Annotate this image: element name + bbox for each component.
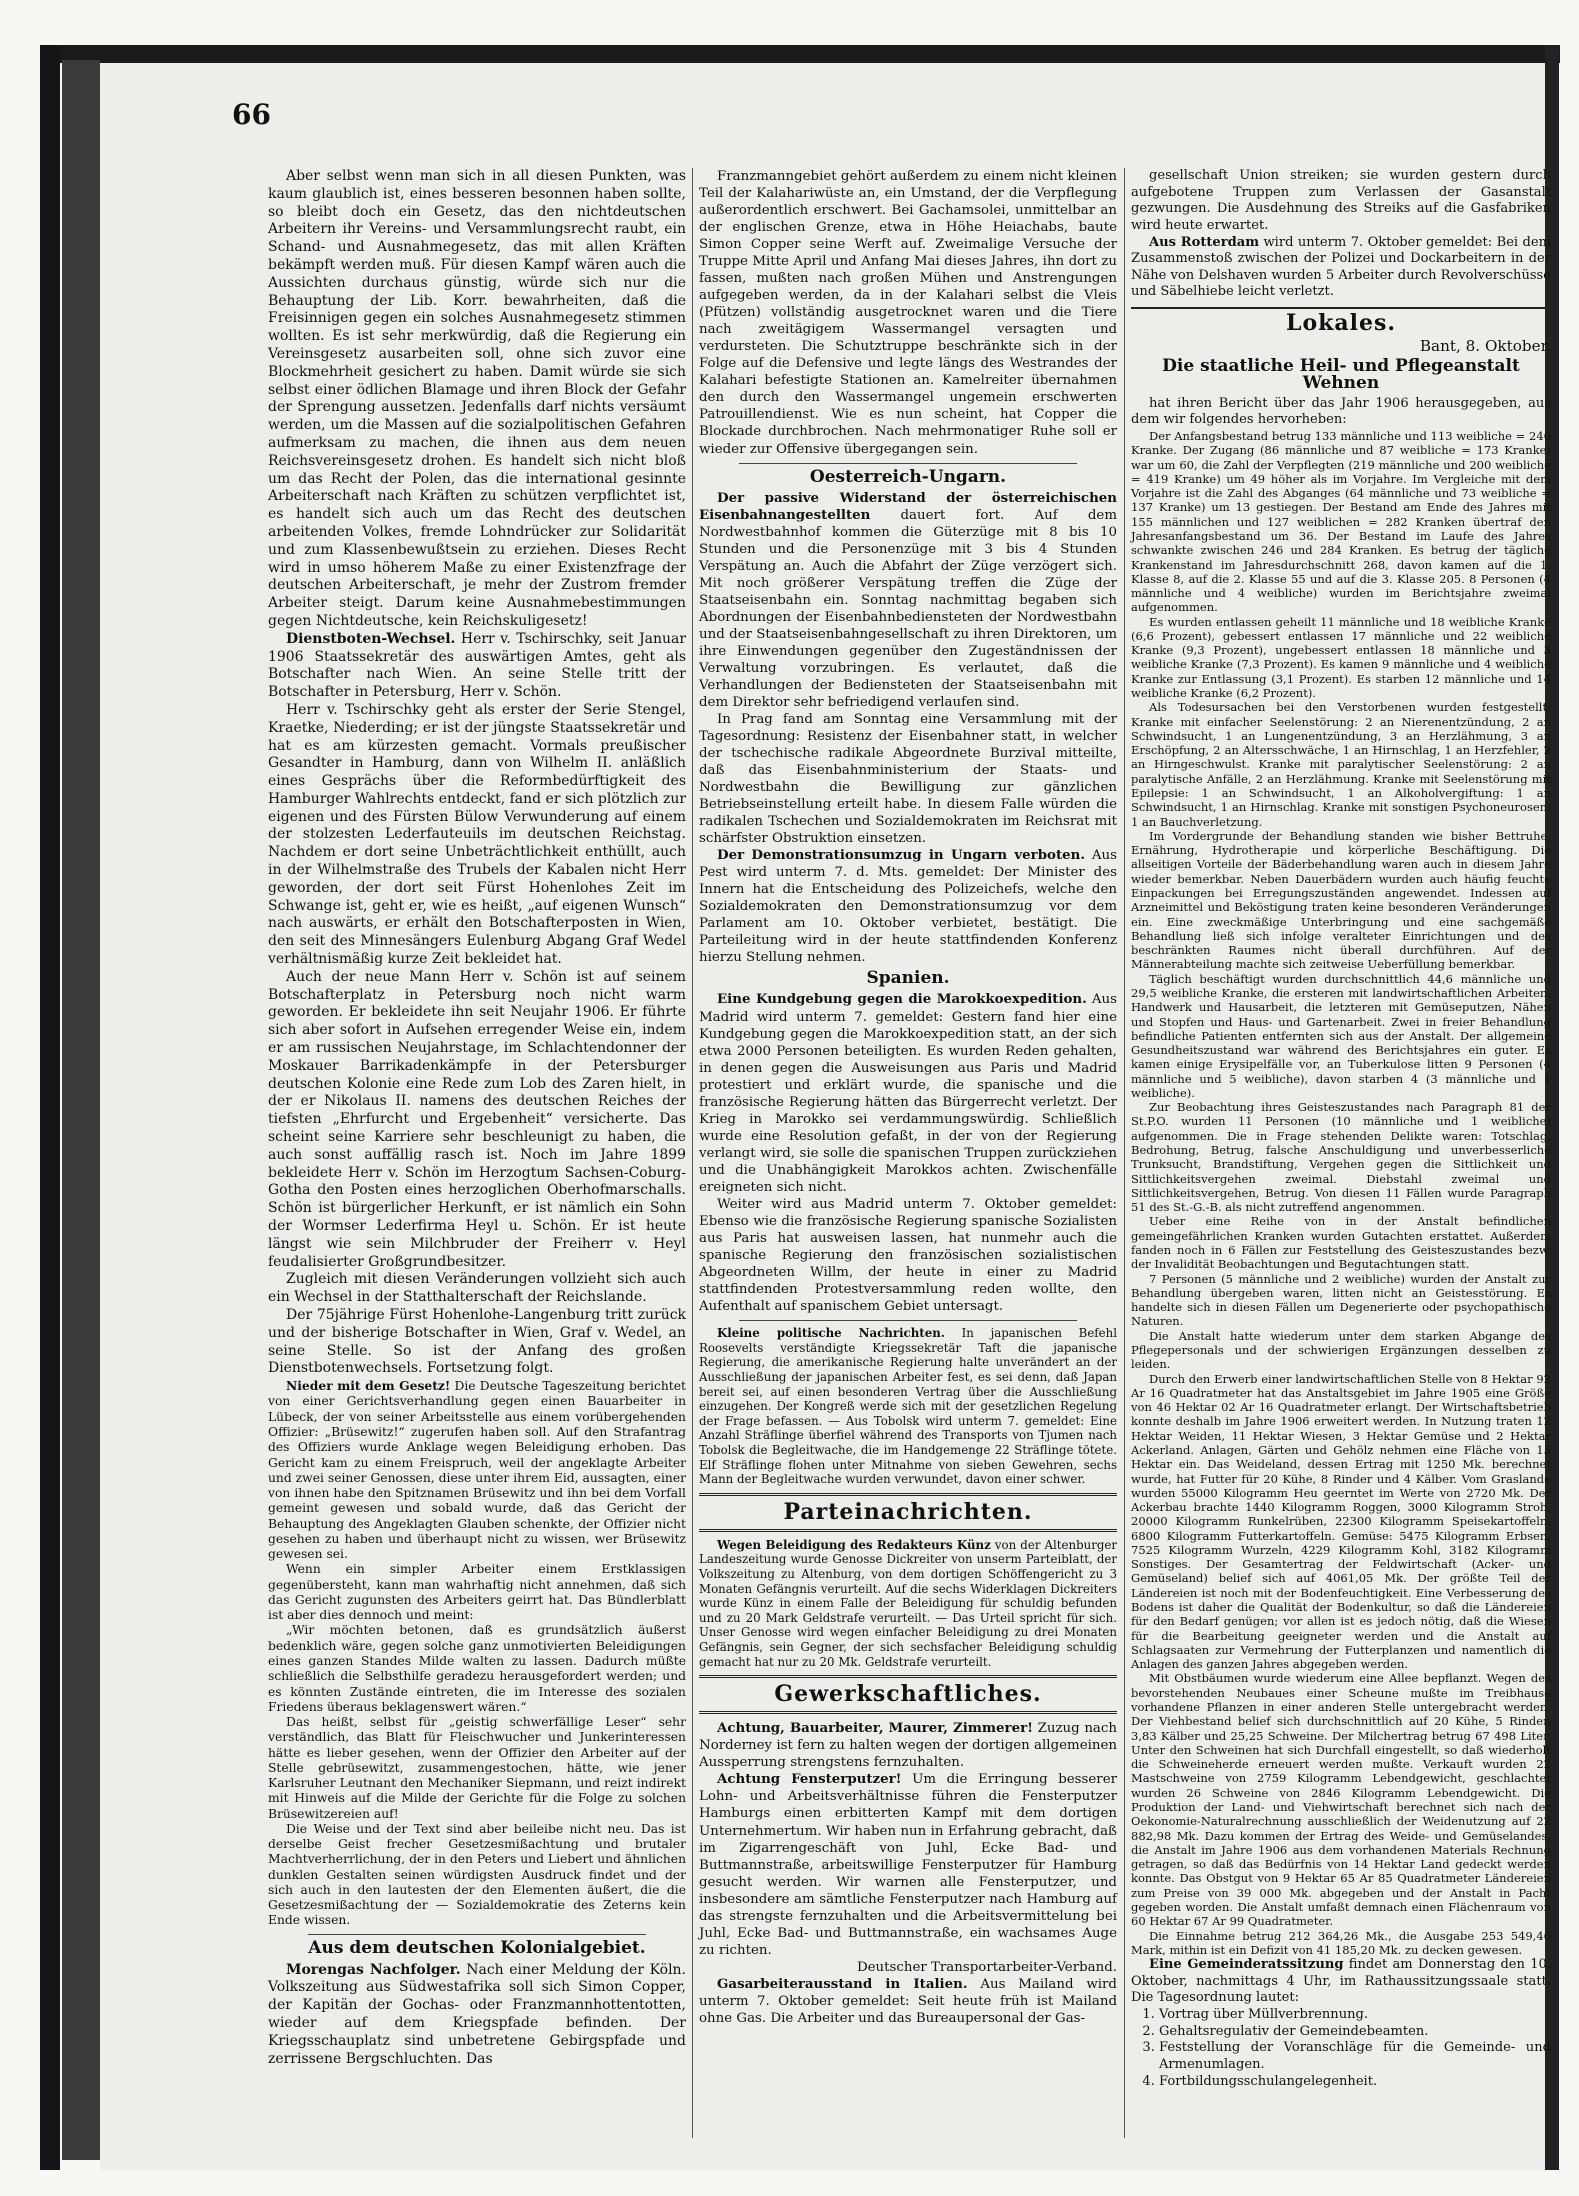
- section-heading: Parteinachrichten.: [783, 1498, 1033, 1525]
- paragraph: [699, 847, 1117, 966]
- article-heading: Nieder mit dem Gesetz!: [286, 1378, 451, 1394]
- paragraph: Die Anstalt hatte wiederum unter dem starken Abgange des Pflegepersonals und der schwierigen Ergänzungen desselben zu leiden.: [1131, 1328, 1551, 1372]
- paragraph: [699, 1720, 1117, 1771]
- article-heading: Wegen Beleidigung des Redakteurs Künz: [717, 1537, 991, 1552]
- scan-top-edge: [40, 45, 1560, 63]
- column-3: [1131, 168, 1551, 2090]
- divider: [308, 1934, 646, 1935]
- article-heading: Dienstboten-Wechsel.: [286, 630, 456, 647]
- paragraph-text: findet am Donnerstag den 10. Oktober, nachmittags 4 Uhr, im Rathaussitzungssaale statt. Die Tagesordnung lautet:: [1131, 1957, 1551, 2006]
- binding-shadow: [62, 60, 100, 2160]
- paragraph: Mit Obstbäumen wurde wiederum eine Allee bepflanzt. Wegen des bevorstehenden Neubaues einer Scheune mußte im Treibhause vorhandene Pflanzen in einer anderen Stelle untergebracht werden. Der Viehbestand belief sich durchschnittlich auf 20 Kühe, 5 Rinder, 3,83 Kälber und 25,25 Schweine. Der Milchertrag betrug 67 498 Liter. Unter den Schweinen hat sich Durchfall eingestellt, so daß wiederholt die Schweineherde erneuert werden mußte. Verkauft wurden 22 Mastschweine von 2759 Kilogramm Lebendgewicht, geschlachtet wurden 26 Schweine von 2846 Kilogramm Lebendgewicht. Die Produktion der Land- und Viehwirtschaft berechnet sich nach der Oekonomie-Naturalrechnung ausschließlich der Weidenutzung auf 22 882,98 Mk. Dazu kommen der Ertrag des Weide- und Gemüselandes, die Anstalt im Jahre 1906 aus dem vorhandenen Materials Rechnung getragen, so daß das Bedürfnis von 14 Hektar Land gedeckt werden konnte. Das Obstgut von 9 Hektar 65 Ar 85 Quadratmeter Ländereien zum Preise von 39 000 Mk. abgegeben und der Anstalt in Pacht gegeben worden. Die Anstalt umfaßt demnach einen Flächenraum von 60 Hektar 67 Ar 99 Quadratmeter.: [1131, 1671, 1551, 1929]
- paragraph: Herr v. Tschirschky geht als erster der Serie Stengel, Kraetke, Niederding; er ist der jüngste Staatssekretär und hat es am kürzesten gemacht. Vormals preußischer Gesandter in Hamburg, dann von Wilhelm II. anläßlich eines Gesprächs über die Reformbedürftigkeit des Hamburger Wahlrechts entdeckt, fand er sich plötzlich zur eigenen und des Fürsten Bülow Verwunderung auf einem der stolzesten Lederfauteuils im deutschen Reichstag. Nachdem er dort seine Unbeträchtlichkeit enthüllt, auch in der Wilhelmstraße des Trubels der Kabalen nicht Herr geworden, der dort seit Fürst Hohenlohes Zeit im Schwange ist, geht er, wie es heißt, „auf eigenen Wunsch“ nach auswärts, er erhält den Botschafterposten in Wien, den seit des Minnesängers Eulenburg Abgang Graf Wedel verhältnismäßig kurze Zeit bekleidet hat.: [268, 701, 686, 968]
- column-rule-1: [692, 168, 693, 2138]
- paragraph: Wenn ein simpler Arbeiter einem Erstklassigen gegenübersteht, kann man wahrhaftig nicht annehmen, daß sich das Gericht zugunsten des Arbeiters geirrt hat. Das Bündlerblatt ist aber dies dennoch und meint:: [268, 1562, 686, 1623]
- paragraph: „Wir möchten betonen, daß es grundsätzlich äußerst bedenklich wäre, gegen solche ganz unmotivierten Beleidigungen eines ganzen Standes Milde walten zu lassen. Dadurch müßte schließlich die Selbsthilfe geradezu herausgefordert werden; und es könnten Zustände eintreten, die im Interesse des sozialen Friedens überaus beklagenswert wären.“: [268, 1623, 686, 1714]
- divider: [739, 1320, 1077, 1321]
- section-box: [699, 1675, 1117, 1714]
- paragraph: Aber selbst wenn man sich in all diesen Punkten, was kaum glaublich ist, eines besseren besonnen haben sollte, so bleibt doch ein Gesetz, das den nichtdeutschen Arbeitern ihr Vereins- und Versammlungsrecht raubt, ein Schand- und Ausnahmegesetz, das mit allen Kräften bekämpft werden muß. Für diesen Kampf wären auch die Aussichten durchaus günstig, würde sich nur die Behauptung der Lib. Korr. bewahrheiten, daß die Freisinnigen gegen ein solches Ausnahmegesetz stimmen wollten. Es ist sehr merkwürdig, daß die Regierung ein Vereinsgesetz ausarbeiten soll, ohne sich zuvor eine Blockmehrheit gesichert zu haben. Damit würde sie sich selbst einer ödlichen Blamage und ihren Block der Gefahr der Sprengung aussetzen. Jedenfalls darf nichts versäumt werden, um die Massen auf die sozialpolitischen Gefahren aufmerksam zu machen, die ihnen aus dem neuen Reichsvereinsgesetz drohen. Es handelt sich nicht bloß um das Recht der Polen, das die international gesinnte Arbeiterschaft nach Kräften zu schützen verpflichtet ist, es handelt sich auch um das Recht des deutschen arbeitenden Volkes, fremde Lohndrücker zur Solidarität und zum Klassenbewußtsein zu erziehen. Dieses Recht wird in umso höherem Maße zu einer Existenzfrage der deutschen Arbeiterschaft, je mehr der Zustrom fremder Arbeiter steigt. Darum keine Ausnahmebestimmungen gegen Nichtdeutsche, kein Reichskuligesetz!: [268, 168, 686, 629]
- paragraph: Die Einnahme betrug 212 364,26 Mk., die Ausgabe 253 549,46 Mark, mithin ist ein Defizit von 41 185,20 Mk. zu decken gewesen.: [1131, 1928, 1551, 1957]
- paragraph: [268, 631, 686, 702]
- paragraph: gesellschaft Union streiken; sie wurden gestern durch aufgebotene Truppen zum Verlassen der Gasanstalt gezwungen. Die Ausdehnung des Streiks auf die Gasfabriken wird heute erwartet.: [1131, 168, 1551, 233]
- section-heading: Spanien.: [866, 968, 950, 989]
- paragraph-text: Aus Pest wird unterm 7. d. Mts. gemeldet: Der Minister des Innern hat die Entscheidung des Polizeichefs, welche den Sozialdemokraten den Demonstrationsumzug vor dem Parlament am 10. Oktober verbietet, bestätigt. Die Parteileitung wird in der heute stattfindenden Konferenz hierzu Stellung nehmen.: [699, 848, 1118, 966]
- paragraph: Durch den Erwerb einer landwirtschaftlichen Stelle von 8 Hektar 92 Ar 16 Quadratmeter hat das Anstaltsgebiet im Jahre 1905 eine Größe von 46 Hektar 02 Ar 16 Quadratmeter erlangt. Der Wirtschaftsbetrieb konnte deshalb im Jahre 1906 erweitert werden. In Nutzung traten 12 Hektar Weiden, 11 Hektar Wiesen, 3 Hektar Gemüse und 2 Hektar Ackerland. Anlagen, Gärten und Gehölz nehmen eine Fläche von 15 Hektar ein. Das Weideland, dessen Ertrag mit 1250 Mk. berechnet wurde, hat Futter für 20 Kühe, 8 Rinder und 4 Kälber. Vom Graslande wurden 55000 Kilogramm Heu geerntet im Werte von 2720 Mk. Der Ackerbau brachte 1440 Kilogramm Roggen, 3000 Kilogramm Stroh, 20000 Kilogramm Runkelrüben, 22300 Kilogramm Speisekartoffeln, 6800 Kilogramm Futterkartoffeln. Gemüse: 5475 Kilogramm Erbsen, 7525 Kilogramm Wurzeln, 4229 Kilogramm Kohl, 3182 Kilogramm Sonstiges. Der Gesamtertrag der Feldwirtschaft (Acker- und Gemüseland) belief sich auf 4061,05 Mk. Der größte Teil der Ländereien ist noch mit der Bodenfeuchtigkeit. Eine Verbesserung des Bodens ist daher die Qualität der Bodenkultur, so daß die Ländereien für den Bedarf genügen; vor allen ist es jedoch nötig, daß die Wiesen für die Bearbeitung geeigneter werden und die Anstalt auf Schlagsaaten zur Vermehrung der Futterplanzen und namentlich die Anlagen des ganzen Jahres abgegeben werden.: [1131, 1371, 1551, 1672]
- paragraph: [1131, 1957, 1551, 2007]
- article-heading: Der Demonstrationsumzug in Ungarn verboten.: [717, 847, 1085, 864]
- list-item: 2. Gehaltsregulativ der Gemeindebeamten.: [1159, 2024, 1551, 2041]
- article-heading: Achtung, Bauarbeiter, Maurer, Zimmerer!: [717, 1720, 1033, 1737]
- divider: [1131, 307, 1551, 309]
- article-heading: Eine Kundgebung gegen die Marokkoexpedition.: [717, 991, 1087, 1008]
- paragraph: Weiter wird aus Madrid unterm 7. Oktober gemeldet: Ebenso wie die französische Regierung spanische Sozialisten aus Paris hat ausweisen lassen, hat nunmehr auch die spanische Regierung den französischen sozialistischen Abgeordneten Willm, der heute in einer zu Madrid stattfindenden Protestversammlung reden wollte, den Aufenthalt auf spanischem Gebiet untersagt.: [699, 1196, 1117, 1315]
- paragraph: Die Weise und der Text sind aber beileibe nicht neu. Das ist derselbe Geist frecher Gesetzesmißachtung und brutaler Machtverherrlichung, der in den Peters und Liebert und ähnlichen dunklen Gestalten seinen würdigsten Ausdruck findet und der sich auch in den lautesten der den Elementen äußert, die die Gesetzesmißachtung der — Sozialdemokratie des Zeterns kein Ende wissen.: [268, 1821, 686, 1928]
- paragraph: hat ihren Bericht über das Jahr 1906 herausgegeben, aus dem wir folgendes hervorheben:: [1131, 395, 1551, 428]
- paragraph: Als Todesursachen bei den Verstorbenen wurden festgestellt: Kranke mit einfacher Seelenstörung: 2 an Nierenentzündung, 2 an Schwindsucht, 1 an Lungenentzündung, 3 an Herzlähmung, 3 an Erschöpfung, 2 an Altersschwäche, 1 an Hirnschlag, 1 an Herzfehler, 2 an Hirngeschwulst. Kranke mit paralytischer Seelenstörung: 2 an paralytische Anfälle, 2 an Herzlähmung. Kranke mit Seelenstörung mit Epilepsie: 1 an Schwindsucht, 1 an Alkoholvergiftung: 1 an Schwindsucht, 1 an Hirnschlag. Kranke mit sonstigen Psychoneurosen: 1 an Bauchverletzung.: [1131, 700, 1551, 829]
- column-2: [699, 168, 1117, 2027]
- signature: Deutscher Transportarbeiter-Verband.: [856, 1959, 1117, 1975]
- column-1: [268, 168, 686, 2068]
- paragraph: Zugleich mit diesen Veränderungen vollzieht sich auch ein Wechsel in der Statthalterschaft der Reichslande.: [268, 1271, 686, 1306]
- paragraph: Täglich beschäftigt wurden durchschnittlich 44,6 männliche und 29,5 weibliche Kranke, die ersteren mit landwirtschaftlichen Arbeiten, Handwerk und Hausarbeit, die letzteren mit Gemüseputzen, Nähen und Stopfen und Haus- und Gartenarbeit. Zwei in freier Behandlung befindliche Patienten entfernten sich aus der Anstalt. Der allgemeine Gesundheitszustand war während des Berichtsjahres ein guter. Es kamen einige Erysipelfälle vor, an Tuberkulose litten 9 Personen (4 männliche und 5 weibliche), davon starben 4 (3 männliche und 1 weibliche).: [1131, 971, 1551, 1100]
- paragraph-text: Zuzug nach Norderney ist fern zu halten wegen der dortigen allgemeinen Aussperrung strengstens fernzuhalten.: [699, 1721, 1117, 1771]
- section-heading: Oesterreich-Ungarn.: [809, 466, 1007, 487]
- paragraph-text: Aus Madrid wird unterm 7. gemeldet: Gestern fand hier eine Kundgebung gegen die Marokkoexpedition statt, an der sich etwa 2000 Personen beteiligten. Es wurden Reden gehalten, in denen gegen die Ausweisungen aus Paris und Madrid protestiert und erklärt wurde, die spanische und die französische Regierung hätten das Bürgerrecht verletzt. Der Krieg in Marokko sei verdammungswürdig. Schließlich wurde eine Resolution gefaßt, in der von der Regierung verlangt wird, sie solle die spanischen Truppen zurückziehen und die Unabhängigkeit Marokkos achten. Zwischenfälle ereigneten sich nicht.: [699, 992, 1117, 1195]
- paragraph: [699, 991, 1117, 1195]
- paragraph: Auch der neue Mann Herr v. Schön ist auf seinem Botschafterplatz in Petersburg noch nicht warm geworden. Er bekleidete ihn seit Neujahr 1906. Er führte sich aber sofort in Aufsehen erregender Weise ein, indem er am russischen Neujahrstage, im Schlachtendonner der Moskauer Barrikadenkämpfe in der Petersburger deutschen Kolonie eine Rede zum Lob des Zaren hielt, in der er Nikolaus II. namens des deutschen Reiches der tiefsten „Ehrfurcht und Ergebenheit“ versicherte. Das scheint seine Karriere sehr beschleunigt zu haben, die auch sonst auffällig rasch ist. Noch im Jahre 1899 bekleidete Herr v. Schön im Herzogtum Sachsen-Coburg-Gotha den Posten eines herzoglichen Oberhofmarschalls. Schön ist bürgerlicher Herkunft, er ist nämlich ein Sohn der Wormser Lederfirma Heyl u. Schön. Er ist heute längst wie sein Milchbruder der Freiherr v. Heyl feudalisierter Großgrundbesitzer.: [268, 968, 686, 1270]
- column-rule-2: [1124, 168, 1125, 2138]
- page-number: 66: [232, 98, 271, 131]
- paragraph: [699, 1326, 1117, 1487]
- binding-edge: [40, 45, 60, 2170]
- paragraph: [699, 1538, 1117, 1669]
- paragraph: 7 Personen (5 männliche und 2 weibliche) wurden der Anstalt zur Behandlung übergeben waren, litten nicht an Geistesstörung. Es handelte sich in diesen Fällen um Degenerierte oder psychopathische Naturen.: [1131, 1271, 1551, 1329]
- paragraph: Franzmanngebiet gehört außerdem zu einem nicht kleinen Teil der Kalahariwüste an, ein Umstand, der die Verpflegung außerordentlich erschwert. Bei Gachamsolei, unmittelbar an der englischen Grenze, etwa in Höhe Heiachabs, baute Simon Copper seine Werft auf. Zweimalige Versuche der Truppe Mitte April und Anfang Mai dieses Jahres, ihn dort zu fassen, mußten nach großen Mühen und Anstrengungen aufgegeben werden, da in der Kalahari selbst die Vleis (Pfützen) vollständig ausgetrocknet waren und die Tiere nach zweitägigem Wassermangel versagten und verdursteten. Die Schutztruppe beschränkte sich in der Folge auf die Defensive und legte längs des Westrandes der Kalahari befestigte Stationen an. Kamelreiter übernahmen den durch den Wassermangel ungemein erschwerten Patrouillendienst. Wie es nun scheint, hat Copper die Blockade durchbrochen. Nach mehrmonatiger Ruhe soll er wieder zur Offensive übergegangen sein.: [699, 169, 1117, 457]
- paragraph-text: Nach einer Meldung der Köln. Volkszeitung aus Südwestafrika soll sich Simon Copper, der Kapitän der Gochas- oder Franzmannhottentotten, wieder auf dem Kriegspfade befinden. Der Kriegsschauplatz sind unbetretene Gebirgspfade und zerrissene Bergschluchten. Das: [268, 1961, 686, 2067]
- article-heading: Kleine politische Nachrichten.: [717, 1326, 945, 1341]
- paragraph: [699, 1771, 1117, 1958]
- paragraph-text: In japanischen Befehl Roosevelts verständigte Kriegssekretär Taft die japanische Regierung, die amerikanische Regierung halte unverändert an der Ausschließung der japanischen Arbeiter fest, es sei denn, daß Japan bereit sei, auf einen besonderen Vertrag über die Ausschließung einzugehen. Der Kongreß werde sich mit der gesetzlichen Regelung der Frage befassen. — Aus Tobolsk wird unterm 7. gemeldet: Eine Anzahl Sträflinge überfiel während des Transports von Tjumen nach Tobolsk die Begleitwache, die im Handgemenge 22 Sträflinge tötete. Elf Sträflinge flohen unter Mitnahme von sieben Gewehren, sechs Mann der Begleitwache wurden verwundet, davon einer schwer.: [699, 1326, 1117, 1487]
- section-heading: Lokales.: [1285, 310, 1397, 337]
- article-heading: Eine Gemeinderatssitzung: [1149, 1957, 1344, 1973]
- paragraph: Es wurden entlassen geheilt 11 männliche und 18 weibliche Kranke (6,6 Prozent), gebessert entlassen 17 männliche und 22 weibliche Kranke (9,3 Prozent), ungebessert entlassen 18 männliche und 3 weibliche Kranke (7,3 Prozent). Es kamen 9 männliche und 4 weibliche Kranke zur Entlassung (3,1 Prozent). Es starben 12 männliche und 14 weibliche Kranke (6,2 Prozent).: [1131, 614, 1551, 701]
- paragraph-text: Um die Erringung besserer Lohn- und Arbeitsverhältnisse führen die Fensterputzer Hamburgs einen erbitterten Kampf mit dem dortigen Unternehmertum. Wir haben nun in Erfahrung gebracht, daß im Zigarrengeschäft von Juhl, Ecke Bad- und Buttmannstraße, arbeitswillige Fensterputzer für Hamburg gesucht werden. Wir warnen alle Fensterputzer, und insbesondere am sämtliche Fensterputzer nach Hamburg auf das strengste fernzuhalten und die Arbeitsvermittelung bei Juhl, Ecke Bad- und Buttmannstraße, ein wachsames Auge zu richten.: [699, 1772, 1117, 1958]
- agenda-list: [1131, 2007, 1551, 2090]
- paragraph: Der 75jährige Fürst Hohenlohe-Langenburg tritt zurück und der bisherige Botschafter in Wien, Graf v. Wedel, an seine Stelle. So ist der Anfang des großen Dienstbotenwechsels. Fortsetzung folgt.: [268, 1307, 686, 1377]
- list-item: 3. Feststellung der Voranschläge für die Gemeinde- und Armenumlagen.: [1159, 2040, 1551, 2073]
- article-heading: Aus Rotterdam: [1149, 234, 1260, 250]
- section-box: [699, 1493, 1117, 1532]
- list-item: 4. Fortbildungsschulangelegenheit.: [1159, 2074, 1551, 2091]
- paragraph: Das heißt, selbst für „geistig schwerfällige Leser“ sehr verständlich, das Blatt für Fleischwucher und Junkerinteressen hätte es lieber gesehen, wenn der Offizier den Arbeiter auf der Stelle gebrüsewitzt, zusammengestochen, hätte, wie jener Karlsruher Leutnant den Mechaniker Siepmann, und reizt indirekt mit Hinweis auf die Milde der Gerichte für die Folge zu solchen Brüsewitzereien auf!: [268, 1715, 686, 1821]
- paragraph: [699, 490, 1117, 711]
- paragraph: [268, 1962, 686, 2069]
- paragraph-text: Die Deutsche Tageszeitung berichtet von einer Gerichtsverhandlung gegen einen Bauarbeiter in Lübeck, der von seiner Arbeitsstelle aus einem vorübergehenden Offizier: „Brüsewitz!“ zugerufen haben soll. Auf den Strafantrag des Offiziers wurde Anklage wegen Beleidigung erhoben. Das Gericht kam zu einem Freispruch, weil der angeklagte Arbeiter und zwei seiner Genossen, diese unter ihrem Eid, aussagten, einer von ihnen habe den Spitznamen Brüsewitz und ihn bei dem Vorfall gemeint gewesen und sobald wurde, daß das Gericht der Behauptung des Angeklagten Glauben schenkte, der Offizier nicht gesehen zu haben und überhaupt nicht zu wissen, wer Brüsewitz gewesen sei.: [268, 1379, 686, 1562]
- paragraph-text: Herr v. Tschirschky, seit Januar 1906 Staatssekretär des auswärtigen Amtes, geht als Botschafter nach Wien. An seine Stelle tritt der Botschafter in Petersburg, Herr v. Schön.: [268, 630, 686, 701]
- article-heading: Der passive Widerstand der österreichischen Eisenbahnangestellten: [699, 489, 1117, 523]
- paragraph: [1131, 235, 1551, 302]
- paragraph-text: wird unterm 7. Oktober gemeldet: Bei dem Zusammenstoß zwischen der Polizei und Dockarbeitern in der Nähe von Delshaven wurden 5 Arbeiter durch Revolverschüsse und Säbelhiebe leicht verletzt.: [1131, 234, 1552, 300]
- section-heading: Aus dem deutschen Kolonialgebiet.: [308, 1937, 646, 1958]
- paragraph-text: dauert fort. Auf dem Nordwestbahnhof kommen die Güterzüge mit 8 bis 10 Stunden und die Personenzüge mit 3 bis 4 Stunden Verspätung an. Auch die Abfahrt der Züge verzögert sich. Mit noch größerer Verspätung treffen die Züge der Staatseisenbahn ein. Sonntag nachmittag begaben sich Abordnungen der Eisenbahnbediensteten der Nordwestbahn und der Staatseisenbahngesellschaft zu ihren Direktoren, um ihre Einwendungen gegenüber den Zugeständnissen der Verwaltung vorzubringen. Es verlautet, daß die Verhandlungen der Bediensteten der Staatseisenbahn mit dem Direktor sehr befriedigend verlaufen sind.: [699, 507, 1117, 710]
- paragraph: Der Anfangsbestand betrug 133 männliche und 113 weibliche = 246 Kranke. Der Zugang (86 männliche und 87 weibliche = 173 Kranke) war um 60, die Zahl der Verpflegten (219 männliche und 200 weibliche = 419 Kranke) um 49 höher als im Vorjahre. Im Vergleiche mit dem Vorjahre ist die Zahl des Abganges (64 männliche und 73 weibliche = 137 Kranke) um 13 gestiegen. Der Bestand am Ende des Jahres mit 155 männlichen und 127 weiblichen = 282 Kranken übertraf den Jahresanfangsbestand um 36. Der Bestand im Laufe des Jahres schwankte zwischen 246 und 284 Kranken. Es betrug der tägliche Krankenstand im Jahresdurchschnitt 268, davon kamen auf die 1. Klasse 8, auf die 2. Klasse 55 und auf die 3. Klasse 205. 8 Personen (4 männliche und 4 weibliche) wurden im Berichtsjahre zweimal aufgenommen.: [1131, 428, 1551, 615]
- article-heading: Morengas Nachfolger.: [286, 1961, 461, 1978]
- dateline: Bant, 8. Oktober.: [1419, 336, 1551, 355]
- paragraph-text: von der Altenburger Landeszeitung wurde Genosse Dickreiter von unserm Parteiblatt, der Volkszeitung zu Altenburg, von dem dortigen Schöffengericht zu 3 Monaten Gefängnis verurteilt. Auf die sechs Widerklagen Dickreiters wurde Künz in einem Falle der Beleidigung für schuldig befunden und zu 20 Mark Geldstrafe verurteilt. — Das Urteil spricht für sich. Unser Genosse wird wegen einfacher Beleidigung zu drei Monaten Gefängnis, sein Gegner, der sich sechsfacher Beleidigung schuldig gemacht hat nur zu 20 Mk. Geldstrafe verurteilt.: [699, 1537, 1118, 1669]
- paragraph: [699, 1976, 1117, 2027]
- divider: [739, 463, 1077, 464]
- list-item: 1. Vortrag über Müllverbrennung.: [1159, 2007, 1551, 2024]
- article-heading: Achtung Fensterputzer!: [717, 1771, 902, 1788]
- paragraph-text: Aus Mailand wird unterm 7. Oktober gemeldet: Seit heute früh ist Mailand ohne Gas. Die Arbeiter und das Bureaupersonal der Gas-: [699, 1976, 1117, 2026]
- paragraph: [268, 1378, 686, 1562]
- paragraph: Im Vordergrunde der Behandlung standen wie bisher Bettruhe, Ernährung, Hydrotherapie und körperliche Beschäftigung. Die allseitigen Vorteile der Bäderbehandlung waren auch in diesem Jahre wieder bemerkbar. Neben Dauerbädern wurden auch häufig feuchte Einpackungen bei Erregungszuständen angewendet. Indessen auf Arzneimittel und Beköstigung traten keine besonderen Veränderungen ein. Eine zweckmäßige Unterbringung und eine sachgemäße Behandlung ließ sich infolge veralteter Einrichtungen und des beschränkten Raumes nicht überall durchführen. Auf der Männerabteilung machte sich zeitweise Ueberfüllung bemerkbar.: [1131, 828, 1551, 972]
- paragraph: In Prag fand am Sonntag eine Versammlung mit der Tagesordnung: Resistenz der Eisenbahner statt, in welcher der tschechische radikale Abgeordnete Burzival mitteilte, daß das Eisenbahnministerium der Staats- und Nordwestbahn die Bewilligung zur gänzlichen Betriebseinstellung erteilt habe. In diesem Falle würden die radikalen Tschechen und Sozialdemokraten im Reichsrat mit schärfster Obstruktion einsetzen.: [699, 711, 1117, 847]
- paragraph: Ueber eine Reihe von in der Anstalt befindlichen gemeingefährlichen Kranken wurden Gutachten erstattet. Außerdem fanden noch in 6 Fällen zur Feststellung des Geisteszustandes bezw. der Invalidität Beobachtungen und Begutachtungen statt.: [1131, 1214, 1551, 1272]
- article-heading: Gasarbeiterausstand in Italien.: [717, 1975, 968, 1992]
- article-title: Die staatliche Heil- und Pflegeanstalt Wehnen: [1162, 356, 1520, 394]
- paragraph: Zur Beobachtung ihres Geisteszustandes nach Paragraph 81 der St.P.O. wurden 11 Personen (10 männliche und 1 weibliche) aufgenommen. Die in Frage stehenden Delikte waren: Totschlag, Bedrohung, Betrug, falsche Anschuldigung und unverbesserliche Trunksucht, Brandstiftung, Vergehen gegen die Sittlichkeit und Sittlichkeitsvergehen zweimal. Diebstahl zweimal und Sittlichkeitsvergehen, Betrug. Von diesen 11 Fällen wurde Paragraph 51 des St.-G.-B. als nicht zutreffend angenommen.: [1131, 1100, 1551, 1215]
- section-heading: Gewerkschaftliches.: [774, 1681, 1042, 1708]
